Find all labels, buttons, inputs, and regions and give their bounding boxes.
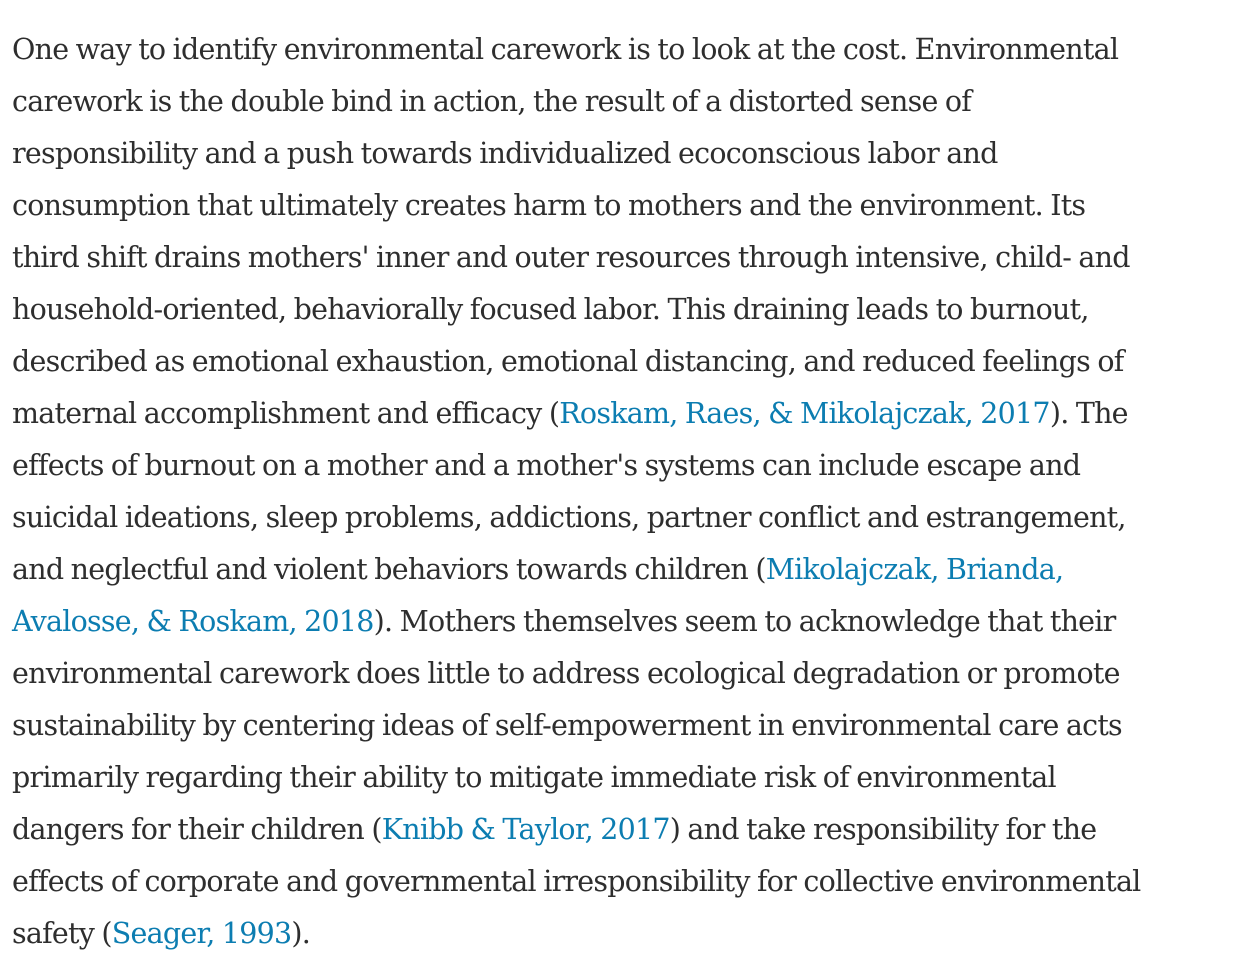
text-segment: effects of burnout on a mother and a mother's systems can include escape and	[12, 449, 1081, 482]
text-segment: sustainability by centering ideas of self-empowerment in environmental care acts	[12, 709, 1122, 742]
text-segment: safety (	[12, 917, 112, 950]
paragraph-line	[12, 752, 1234, 804]
text-segment: suicidal ideations, sleep problems, addictions, partner conflict and estrangement,	[12, 501, 1126, 534]
paragraph-line	[12, 440, 1234, 492]
citation-link-mikolajczak-2018-cont[interactable]: Avalosse, & Roskam, 2018	[12, 605, 374, 638]
paragraph-line	[12, 76, 1234, 128]
paragraph-line	[12, 804, 1234, 856]
paragraph-line	[12, 284, 1234, 336]
text-segment: ).	[291, 917, 311, 950]
text-segment: and neglectful and violent behaviors towards children (	[12, 553, 766, 586]
paragraph-line	[12, 180, 1234, 232]
paragraph-line	[12, 24, 1234, 76]
paragraph-line	[12, 856, 1234, 908]
text-segment: household-oriented, behaviorally focused labor. This draining leads to burnout,	[12, 293, 1089, 326]
paragraph-line	[12, 648, 1234, 700]
citation-link-mikolajczak-2018[interactable]: Mikolajczak, Brianda,	[765, 553, 1064, 586]
paragraph-line	[12, 128, 1234, 180]
paragraph-line	[12, 908, 1234, 960]
text-segment: maternal accomplishment and efficacy (	[12, 397, 560, 430]
citation-link-seager-1993[interactable]: Seager, 1993	[111, 917, 292, 950]
text-segment: One way to identify environmental carework is to look at the cost. Environmental	[12, 33, 1119, 66]
citation-link-roskam-2017[interactable]: Roskam, Raes, & Mikolajczak, 2017	[559, 397, 1050, 430]
text-segment: described as emotional exhaustion, emotional distancing, and reduced feelings of	[12, 345, 1124, 378]
paragraph-line	[12, 336, 1234, 388]
text-segment: responsibility and a push towards individualized ecoconscious labor and	[12, 137, 998, 170]
text-segment: consumption that ultimately creates harm to mothers and the environment. Its	[12, 189, 1086, 222]
text-segment: effects of corporate and governmental irresponsibility for collective environmental	[12, 865, 1141, 898]
paragraph-line	[12, 388, 1234, 440]
text-segment: carework is the double bind in action, the result of a distorted sense of	[12, 85, 972, 118]
text-segment: ). The	[1049, 397, 1128, 430]
paragraph-line	[12, 232, 1234, 284]
paragraph-line	[12, 700, 1234, 752]
text-segment: environmental carework does little to address ecological degradation or promote	[12, 657, 1120, 690]
text-segment: ) and take responsibility for the	[669, 813, 1097, 846]
article-paragraph	[12, 24, 1234, 960]
text-segment: dangers for their children (	[12, 813, 382, 846]
text-segment: ). Mothers themselves seem to acknowledge that their	[373, 605, 1116, 638]
paragraph-line	[12, 544, 1234, 596]
paragraph-line	[12, 596, 1234, 648]
citation-link-knibb-2017[interactable]: Knibb & Taylor, 2017	[381, 813, 670, 846]
text-segment: third shift drains mothers' inner and outer resources through intensive, child- and	[12, 241, 1130, 274]
paragraph-line	[12, 492, 1234, 544]
text-segment: primarily regarding their ability to mitigate immediate risk of environmental	[12, 761, 1056, 794]
